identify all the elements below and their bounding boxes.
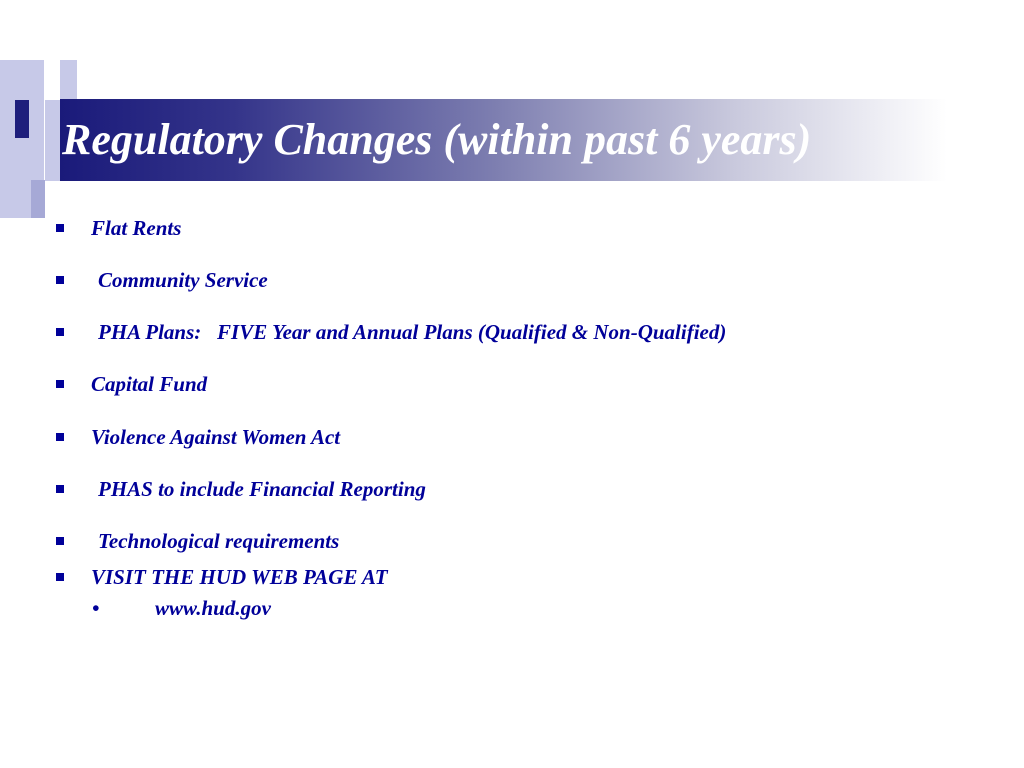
bullet-text: Flat Rents [91,216,182,240]
slide-title: Regulatory Changes (within past 6 years) [62,115,812,164]
square-bullet-icon [56,276,64,284]
square-bullet-icon [56,433,64,441]
bullet-text: PHA Plans: FIVE Year and Annual Plans (Qualified & Non-Qualified) [98,320,727,344]
bullet-text: Technological requirements [98,529,340,553]
bullet-text: VISIT THE HUD WEB PAGE AT [91,565,388,589]
square-bullet-icon [56,573,64,581]
bullet-text: Community Service [98,268,268,292]
square-bullet-icon [56,224,64,232]
square-bullet-icon [56,328,64,336]
square-bullet-icon [56,537,64,545]
sub-bullet-marker: • [92,596,100,620]
square-bullet-icon [56,485,64,493]
hud-website-link[interactable]: www.hud.gov [155,596,271,620]
bullet-text: Violence Against Women Act [91,425,341,449]
square-bullet-icon [56,380,64,388]
bullet-text: PHAS to include Financial Reporting [98,477,426,501]
bullet-text: Capital Fund [91,372,208,396]
